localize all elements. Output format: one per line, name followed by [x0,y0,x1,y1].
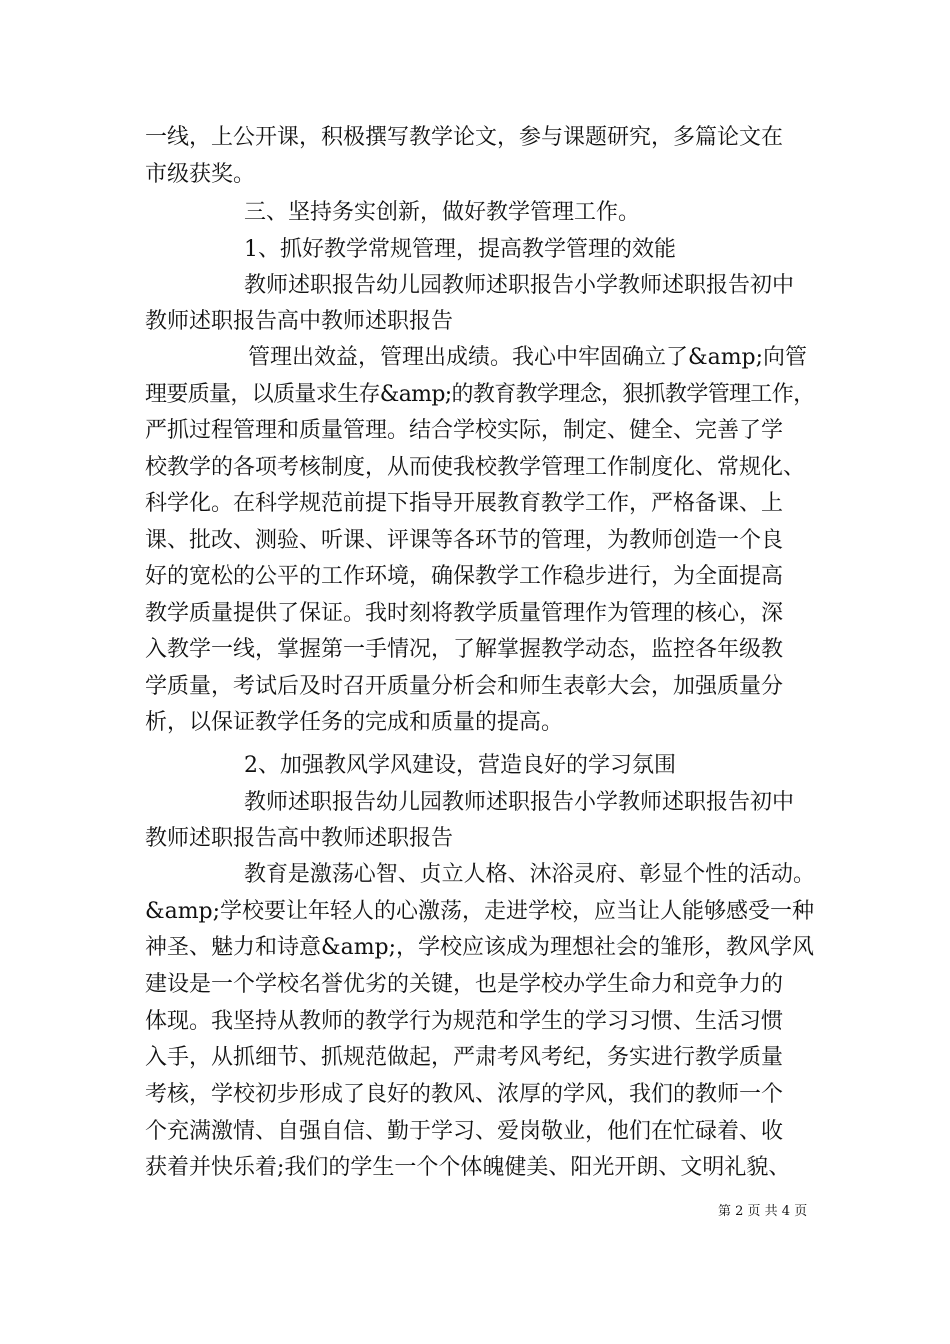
text-line: 好的宽松的公平的工作环境，确保教学工作稳步进行，为全面提高 [145,564,784,589]
text-line: 教师述职报告幼儿园教师述职报告小学教师述职报告初中 [244,273,795,298]
text-line: 学质量，考试后及时召开质量分析会和师生表彰大会，加强质量分 [145,674,784,699]
text-line: 教师述职报告幼儿园教师述职报告小学教师述职报告初中 [244,790,795,815]
text-line: 市级获奖。 [145,162,256,187]
text-line: 入手，从抓细节、抓规范做起，严肃考风考纪，务实进行教学质量 [145,1045,784,1070]
text-line: 校教学的各项考核制度，从而使我校教学管理工作制度化、常规化、 [145,455,806,480]
text-line: 神圣、魅力和诗意&amp;，学校应该成为理想社会的雏形，教风学风 [145,935,815,960]
text-line: 析，以保证教学任务的完成和质量的提高。 [145,710,564,735]
text-line: 获着并快乐着;我们的学生一个个体魄健美、阳光开朗、文明礼貌、 [145,1155,791,1180]
text-line: 考核，学校初步形成了良好的教风、浓厚的学风，我们的教师一个 [145,1082,784,1107]
text-line: &amp;学校要让年轻人的心激荡，走进学校，应当让人能够感受一种 [145,899,815,924]
section-heading: 三、坚持务实创新，做好教学管理工作。 [244,200,641,225]
text-line: 一线，上公开课，积极撰写教学论文，参与课题研究，多篇论文在 [145,125,784,150]
text-line: 教师述职报告高中教师述职报告 [145,309,454,334]
text-line: 管理出效益，管理出成绩。我心中牢固确立了&amp;向管 [248,345,808,370]
text-line: 课、批改、测验、听课、评课等各环节的管理，为教师创造一个良 [145,528,784,553]
text-line: 教学质量提供了保证。我时刻将教学质量管理作为管理的核心，深 [145,601,784,626]
text-line: 体现。我坚持从教师的教学行为规范和学生的学习习惯、生活习惯 [145,1009,784,1034]
text-line: 科学化。在科学规范前提下指导开展教育教学工作，严格备课、上 [145,491,784,516]
text-line: 建设是一个学校名誉优劣的关键，也是学校办学生命力和竞争力的 [145,972,784,997]
text-line: 理要质量，以质量求生存&amp;的教育教学理念，狠抓教学管理工作， [145,382,815,407]
subsection-heading: 1、抓好教学常规管理，提高教学管理的效能 [244,237,676,262]
text-line: 教师述职报告高中教师述职报告 [145,826,454,851]
text-line: 个充满激情、自强自信、勤于学习、爱岗敬业，他们在忙碌着、收 [145,1119,784,1144]
page-number-footer: 第 2 页 共 4 页 [718,1204,808,1219]
text-line: 入教学一线，掌握第一手情况，了解掌握教学动态，监控各年级教 [145,637,784,662]
text-line: 教育是激荡心智、贞立人格、沐浴灵府、彰显个性的活动。 [244,862,815,887]
text-line: 严抓过程管理和质量管理。结合学校实际，制定、健全、完善了学 [145,418,784,443]
subsection-heading: 2、加强教风学风建设，营造良好的学习氛围 [244,753,676,778]
